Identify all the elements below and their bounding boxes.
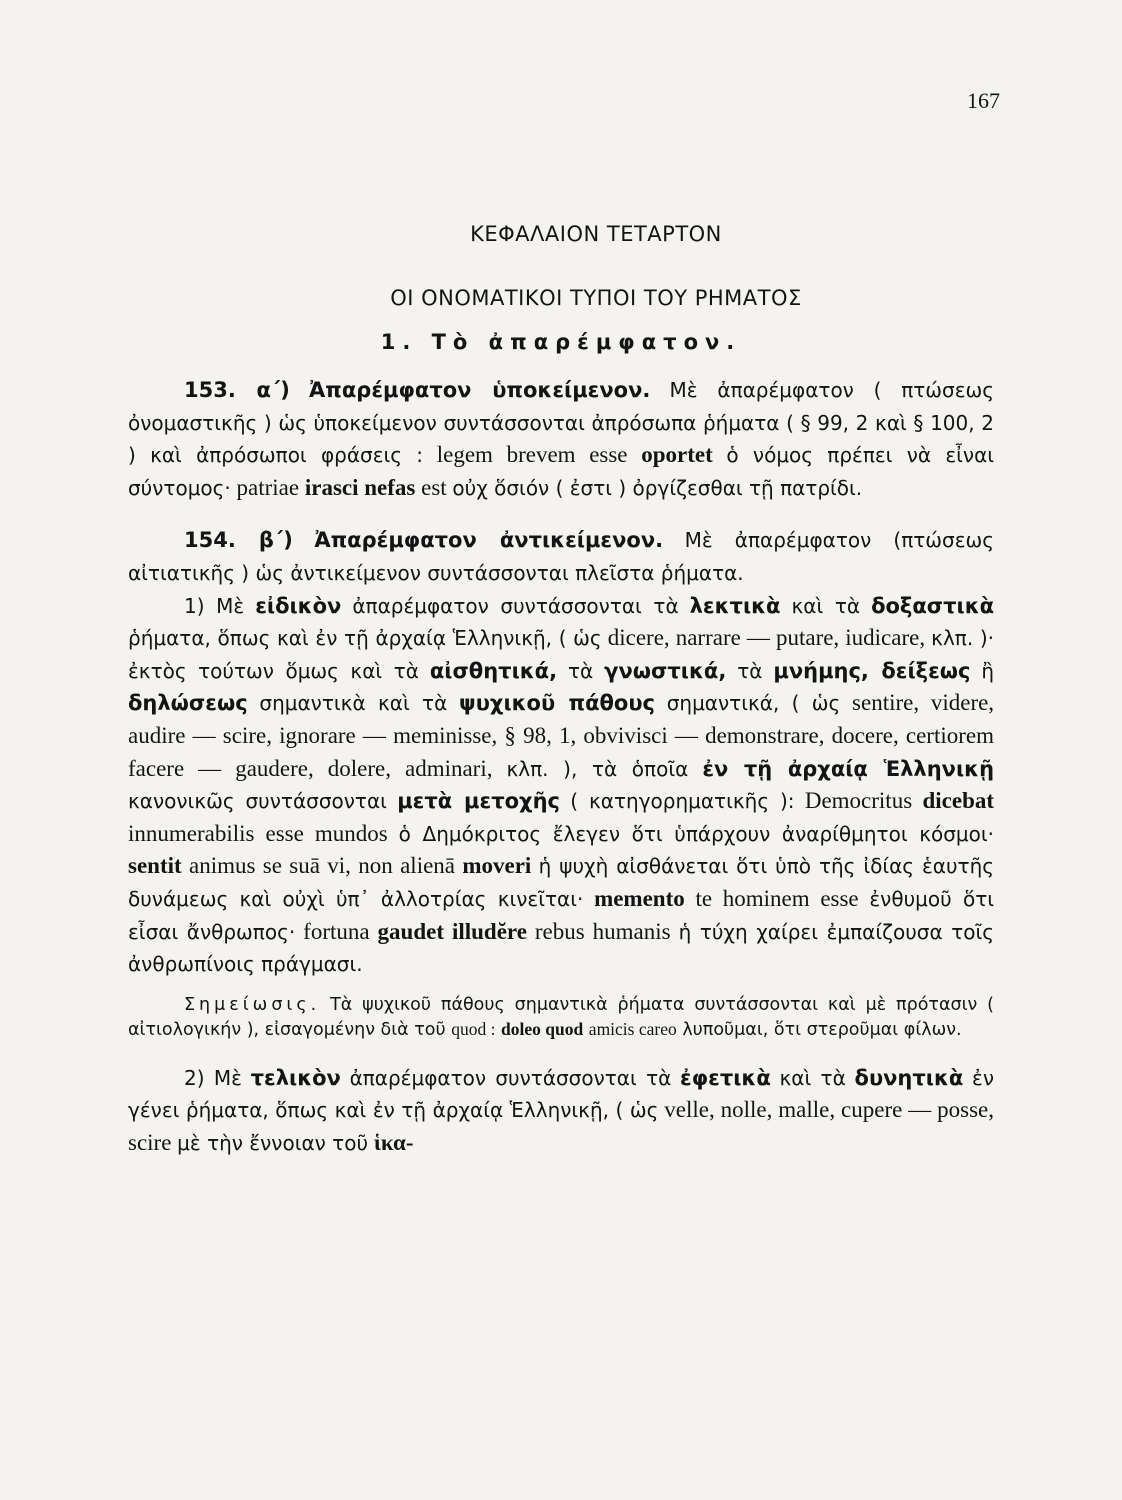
page-number: 167 xyxy=(967,88,1000,113)
chapter-subtitle: ΟΙ ΟΝΟΜΑΤΙΚΟΙ ΤΥΠΟΙ ΤΟΥ ΡΗΜΑΤΟΣ xyxy=(390,286,802,310)
paragraph-heading: Ἀπαρέμφατον ὑποκείμενον. xyxy=(309,378,651,402)
note-label: Σημείωσις. xyxy=(184,994,321,1015)
item-1: 1) Μὲ εἰδικὸν ἀπαρέμφατον συντάσσονται τὰ λεκτικὰ καὶ τὰ δοξαστικὰ ῥήματα, ὅπως καὶ ἐν τῇ ἀρχαίᾳ Ἑλληνικῇ, ( ὡς dicere, narrare — putare, iudicare, κλπ. )· ἐκτὸς τούτων ὅμως καὶ τὰ αἰσθητικά, τὰ γνωστικά, τὰ μνήμης, δείξεως ἢ δηλώσεως σημαντικὰ καὶ τὰ ψυχικοῦ πάθους σημαντικά, ( ὡς sentire, videre, audire — scire, ignorare — meminisse, § 98, 1, obvivisci — demonstrare, docere, certiorem facere — gaudere, dolere, adminari, κλπ. ), τὰ ὁποῖα ἐν τῇ ἀρχαίᾳ Ἑλληνικῇ κανονικῶς συντάσσονται μετὰ μετοχῆς ( κατηγορηματικῆς ): Democritus dicebat innumerabilis esse mundos ὁ Δημόκριτος ἔλεγεν ὅτι ὑπάρχουν ἀναρίθμητοι κόσμοι· sentit animus se suā vi, non alienā moveri ἡ ψυχὴ αἰσθάνεται ὅτι ὑπὸ τῆς ἰδίας ἑαυτῆς δυνάμεως καὶ οὐχὶ ὑπ᾽ ἀλλοτρίας κινεῖται· memento te hominem esse ἐνθυμοῦ ὅτι εἶσαι ἄνθρωπος· fortuna gaudet illudĕre rebus humanis ἡ τύχη χαίρει ἐμπαίζουσα τοῖς ἀνθρωπίνοις πράγμασι. xyxy=(128,593,995,977)
paragraph-154: 154. β΄) Ἀπαρέμφατον ἀντικείμενον. Μὲ ἀπαρέμφατον (πτώσεως αἰτιατικῆς ) ὡς ἀντικείμενον συντάσσονται πλεῖστα ῥήματα. xyxy=(128,528,995,585)
chapter-heading: ΚΕΦΑΛΑΙΟΝ ΤΕΤΑΡΤΟΝ xyxy=(470,222,722,246)
paragraph-heading: Ἀπαρέμφατον ἀντικείμενον. xyxy=(314,528,664,553)
main-text xyxy=(128,374,994,1159)
paragraph-153: 153. α΄) Ἀπαρέμφατον ὑποκείμενον. Μὲ ἀπαρέμφατον ( πτώσεως ὀνομαστικῆς ) ὡς ὑποκείμενον συντάσσονται ἀπρόσωπα ῥήματα ( § 99, 2 καὶ § 100, 2 ) καὶ ἀπρόσωποι φράσεις : legem brevem esse oportet ὁ νόμος πρέπει νὰ εἶναι σύντομος· patriae irasci nefas est οὐχ ὅσιόν ( ἐστι ) ὀργίζεσθαι τῇ πατρίδι. xyxy=(128,378,995,500)
section-title: 1. Τὸ ἀπαρέμφατον. xyxy=(380,330,742,354)
item-2: 2) Μὲ τελικὸν ἀπαρέμφατον συντάσσονται τὰ ἐφετικὰ καὶ τὰ δυνητικὰ ἐν γένει ῥήματα, ὅπως καὶ ἐν τῇ ἀρχαίᾳ Ἑλληνικῇ, ( ὡς velle, nolle, malle, cupere — posse, scire μὲ τὴν ἔννοιαν τοῦ ἱκα- xyxy=(128,1065,995,1155)
paragraph-number: 153. α΄) xyxy=(184,378,290,402)
note: Σημείωσις. Τὰ ψυχικοῦ πάθους σημαντικὰ ῥήματα συντάσσονται καὶ μὲ πρότασιν ( αἰτιολογικήν ), εἰσαγομένην διὰ τοῦ quod : doleo quod amicis careo λυποῦμαι, ὅτι στεροῦμαι φίλων. xyxy=(128,994,994,1040)
paragraph-number: 154. β΄) xyxy=(184,528,293,553)
